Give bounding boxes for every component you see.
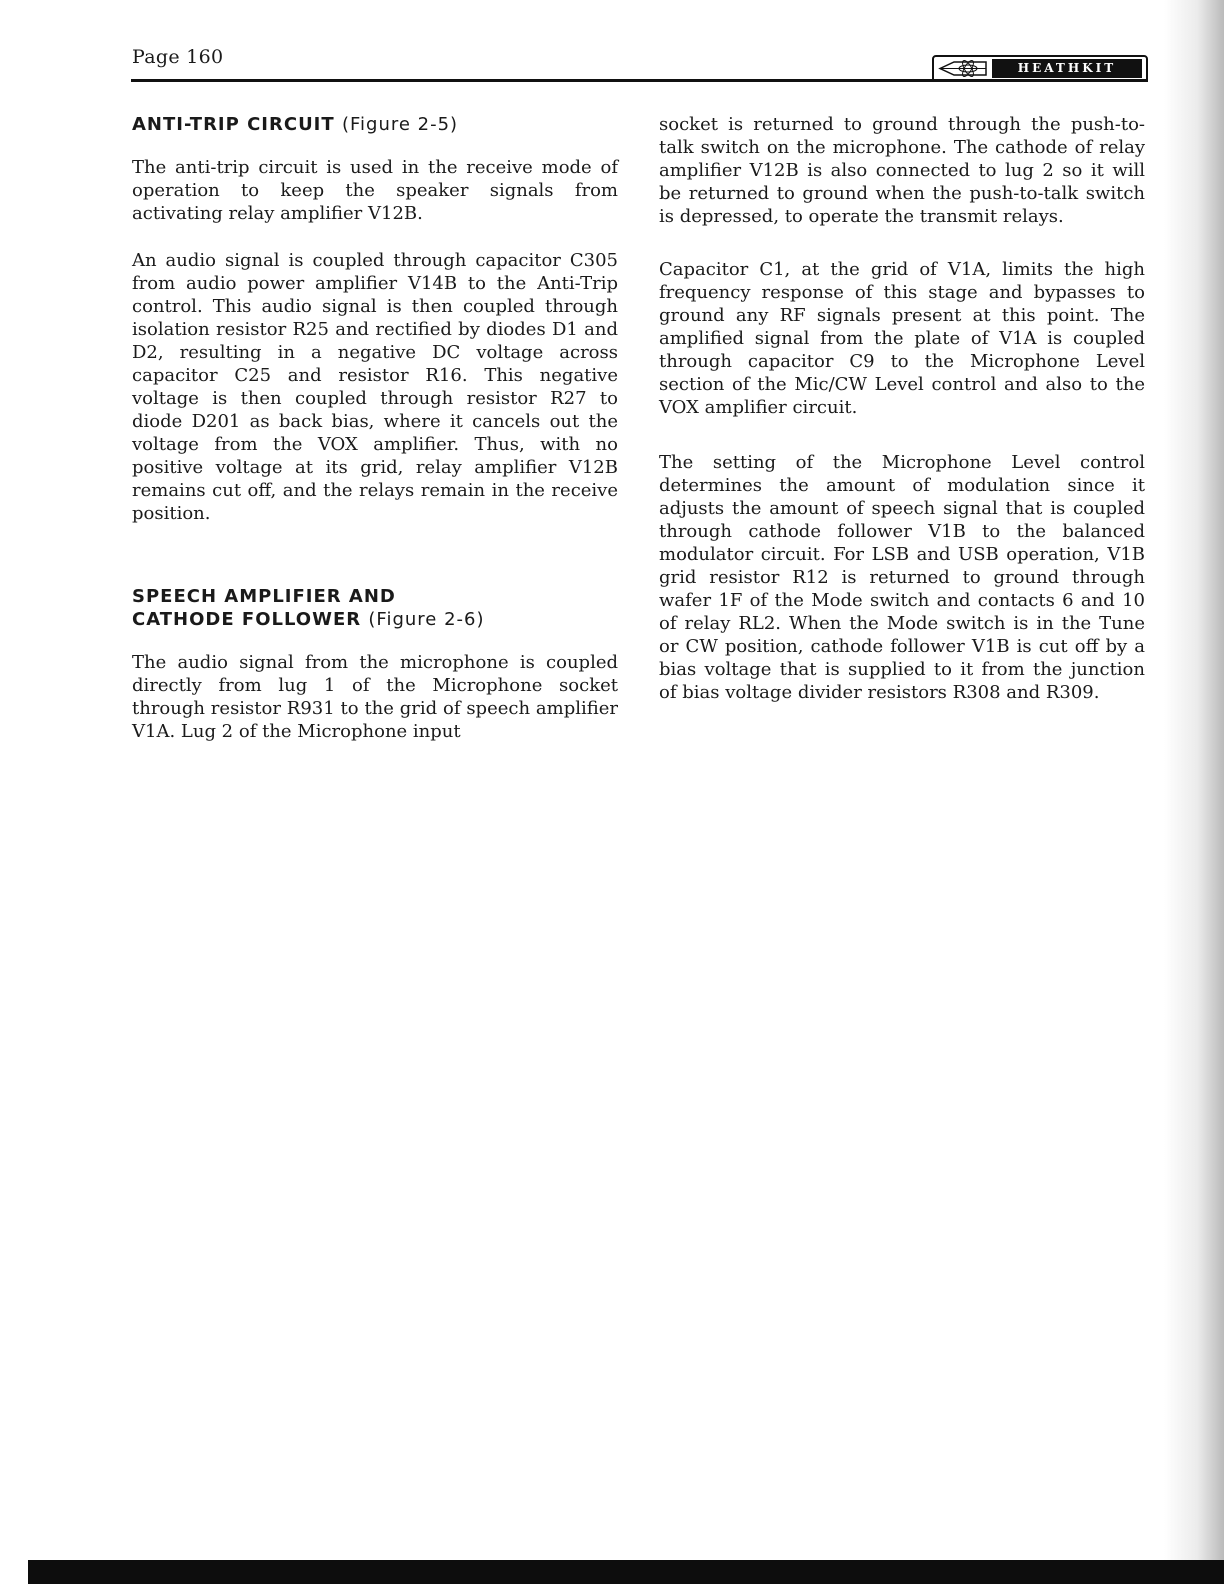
section-heading-speech-amplifier xyxy=(132,585,618,631)
figure-reference: (Figure 2-5) xyxy=(341,114,459,135)
paragraph: socket is returned to ground through the push-to-talk switch on the microphone. The cathode of relay amplifier V12B is also connected to lug 2 so it will be returned to ground when the push-to-talk switch is depressed, to operate the transmit relays. xyxy=(659,114,1145,227)
paragraph: The anti-trip circuit is used in the receive mode of operation to keep the speaker signals from activating relay amplifier V12B. xyxy=(132,157,618,224)
paragraph: The setting of the Microphone Level control determines the amount of modulation since it adjusts the amount of speech signal that is coupled through cathode follower V1B to the balanced modulator circuit. For LSB and USB operation, V1B grid resistor R12 is returned to ground through wafer 1F of the Mode switch and contacts 6 and 10 of relay RL2. When the Mode switch is in the Tune or CW position, cathode follower V1B is cut off by a bias voltage that is supplied to it from the junction of bias voltage divider resistors R308 and R309. xyxy=(659,452,1145,703)
left-column xyxy=(132,113,618,743)
section-heading-anti-trip xyxy=(132,113,618,136)
paragraph: Capacitor C1, at the grid of V1A, limits the high frequency response of this stage and bypasses to ground any RF signals present at this point. The amplified signal from the plate of V1A is coupled through capacitor C9 to the Microphone Level section of the Mic/CW Level control and also to the VOX amplifier circuit. xyxy=(659,259,1145,418)
paragraph: An audio signal is coupled through capacitor C305 from audio power amplifier V14B to the Anti-Trip control. This audio signal is then coupled through isolation resistor R25 and rectified by diodes D1 and D2, resulting in a negative DC voltage across capacitor C25 and resistor R16. This negative voltage is then coupled through resistor R27 to diode D201 as back bias, where it cancels out the voltage from the VOX amplifier. Thus, with no positive voltage at its grid, relay amplifier V12B remains cut off, and the relays remain in the receive position. xyxy=(132,250,618,524)
heathkit-brand-text: HEATHKIT xyxy=(992,59,1142,78)
section-title: SPEECH AMPLIFIER AND xyxy=(132,586,396,607)
header-rule xyxy=(131,79,1148,82)
paragraph: The audio signal from the microphone is coupled directly from lug 1 of the Microphone socket through resistor R931 to the grid of speech amplifier V1A. Lug 2 of the Microphone input xyxy=(132,652,618,742)
figure-reference: (Figure 2-6) xyxy=(368,609,485,630)
heathkit-logo xyxy=(932,55,1148,82)
right-column xyxy=(659,113,1145,704)
section-title: ANTI-TRIP CIRCUIT xyxy=(132,114,335,135)
scan-page-edge xyxy=(1164,0,1224,1584)
section-title-continued: CATHODE FOLLOWER xyxy=(132,609,362,630)
page-number: Page 160 xyxy=(132,46,224,68)
scan-bottom-border xyxy=(28,1560,1224,1584)
heathkit-logo-icon xyxy=(938,60,988,77)
